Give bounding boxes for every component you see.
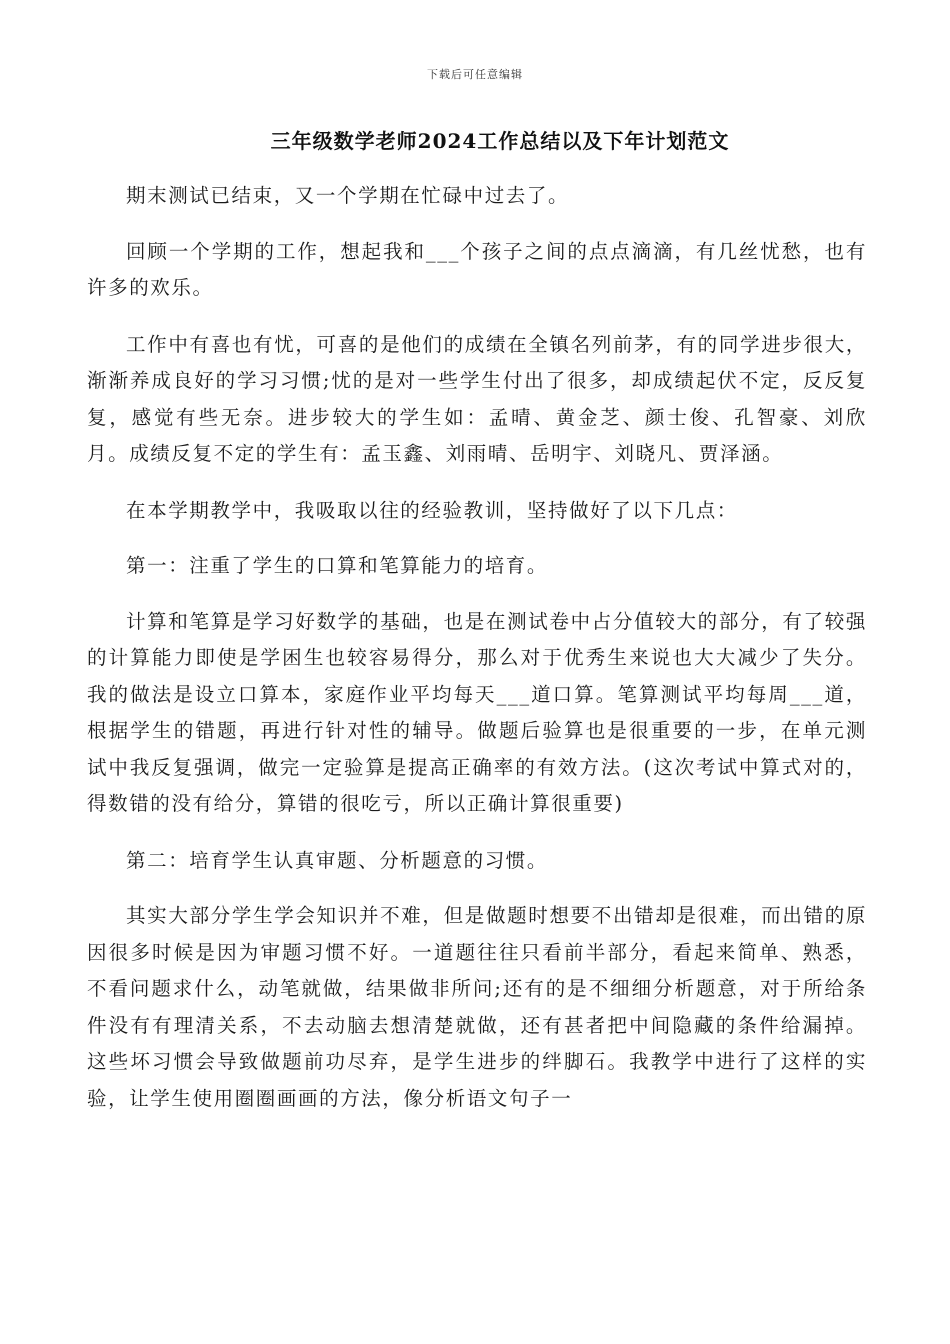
paragraph-3: 工作中有喜也有忧，可喜的是他们的成绩在全镇名列前茅，有的同学进步很大，渐渐养成良好的学习习惯;忧的是对一些学生付出了很多，却成绩起伏不定，反反复复，感觉有些无奈。进步较大的学生如：孟晴、黄金芝、颜士俊、孔智豪、刘欣月。成绩反复不定的学生有：孟玉鑫、刘雨晴、岳明宇、刘晓凡、贾泽涵。 — [87, 332, 867, 465]
header-note: 下载后可任意编辑 — [427, 68, 523, 81]
document-body — [87, 178, 867, 1137]
paragraph-5: 第一：注重了学生的口算和笔算能力的培育。 — [126, 554, 549, 577]
paragraph-4: 在本学期教学中，我吸取以往的经验教训，坚持做好了以下几点： — [126, 498, 738, 522]
paragraph-6: 计算和笔算是学习好数学的基础，也是在测试卷中占分值较大的部分，有了较强的计算能力即使是学困生也较容易得分，那么对于优秀生来说也大大减少了失分。我的做法是设立口算本，家庭作业平均每天___道口算。笔算测试平均每周___道，根据学生的错题，再进行针对性的辅导。做题后验算也是很重要的一步，在单元测试中我反复强调，做完一定验算是提高正确率的有效方法。(这次考试中算式对的，得数错的没有给分，算错的很吃亏，所以正确计算很重要) — [87, 609, 867, 815]
paragraph-8: 其实大部分学生学会知识并不难，但是做题时想要不出错却是很难，而出错的原因很多时候是因为审题习惯不好。一道题往往只看前半部分，看起来简单、熟悉，不看问题求什么，动笔就做，结果做非所问;还有的是不细细分析题意，对于所给条件没有有理清关系，不去动脑去想清楚就做，还有甚者把中间隐藏的条件给漏掉。这些坏习惯会导致做题前功尽弃，是学生进步的绊脚石。我教学中进行了这样的实验，让学生使用圈圈画画的方法，像分析语文句子一 — [87, 904, 867, 1110]
document-title: 三年级数学老师2024工作总结以及下年计划范文 — [270, 129, 730, 153]
paragraph-2: 回顾一个学期的工作，想起我和___个孩子之间的点点滴滴，有几丝忧愁，也有许多的欢乐。 — [87, 239, 867, 299]
paragraph-7: 第二：培育学生认真审题、分析题意的习惯。 — [126, 848, 549, 872]
paragraph-1: 期末测试已结束，又一个学期在忙碌中过去了。 — [126, 184, 570, 207]
